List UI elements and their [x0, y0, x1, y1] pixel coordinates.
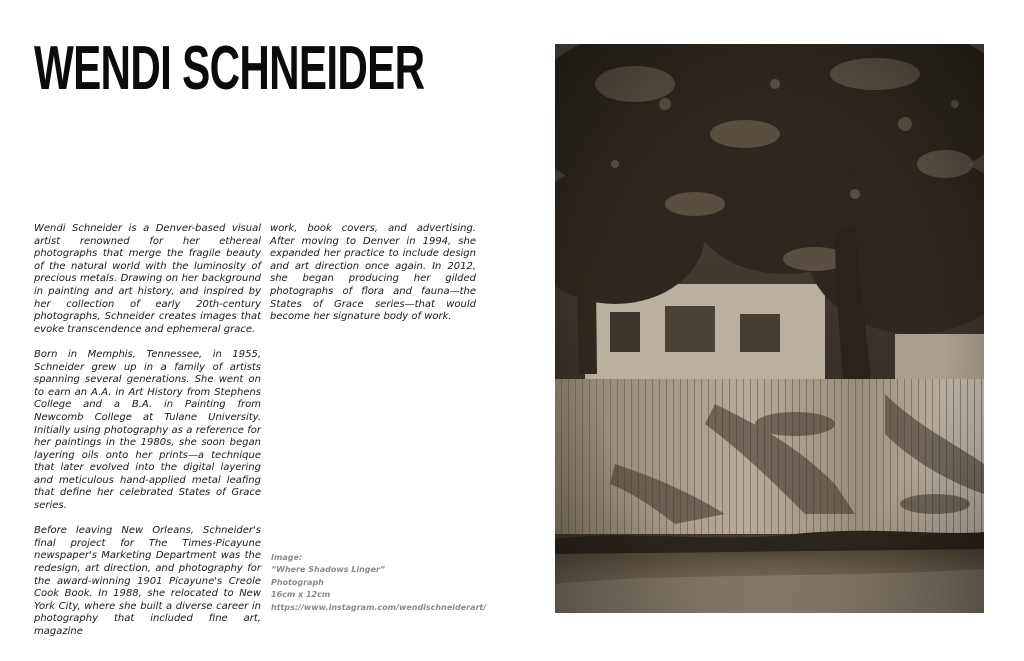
body-text-column-left [34, 223, 261, 651]
bio-paragraph-early-life: Born in Memphis, Tennessee, in 1955, Schneider grew up in a family of artists spanning several generations. She went on to earn an A.A. in Art History from Stephens College and a B.A. in Painting from Newcomb College at Tulane University. Initially using photography as a reference for her paintings in the 1980s, she soon began layering oils onto her prints—a technique that later evolved into the digital layering and meticulous hand-applied metal leafing that define her celebrated States of Grace series. [34, 348, 261, 512]
bio-paragraph-career: Before leaving New Orleans, Schneider's final project for The Times-Picayune newspaper's Marketing Department was the redesign, art direction, and photography for the award-winning 1901 Picayune's Creole Cook Book. In 1988, she relocated to New York City, where she built a diverse career in photography that included fine art, magazine [34, 525, 261, 637]
caption-size: 16cm x 12cm [271, 590, 331, 600]
caption-label: Image: [271, 553, 303, 562]
bio-paragraph-denver: work, book covers, and advertising. After moving to Denver in 1994, she expanded her practice to include design and art direction once again. In 2012, she began producing her gilded photographs of flora and fauna—the States of Grace series—that would become her signature body of work. [270, 223, 476, 323]
bio-paragraph-intro: Wendi Schneider is a Denver-based visual artist renowned for her ethereal photographs that merge the fragile beauty of the natural world with the luminosity of precious metals. Drawing on her background in painting and art history, and inspired by her collection of early 20th-century photographs, Schneider creates images that evoke transcendence and ephemeral grace. [34, 223, 261, 335]
caption-work-title: “Where Shadows Linger” [271, 565, 386, 575]
caption-url: https://www.instagram.com/wendischneiderart/ [271, 602, 487, 612]
artist-name-title: WENDI SCHNEIDER [34, 34, 425, 103]
artwork-photograph [555, 44, 984, 613]
artwork-image-svg [555, 44, 984, 613]
image-caption [271, 552, 491, 614]
body-text-column-right [270, 223, 476, 336]
caption-medium: Photograph [271, 577, 324, 587]
